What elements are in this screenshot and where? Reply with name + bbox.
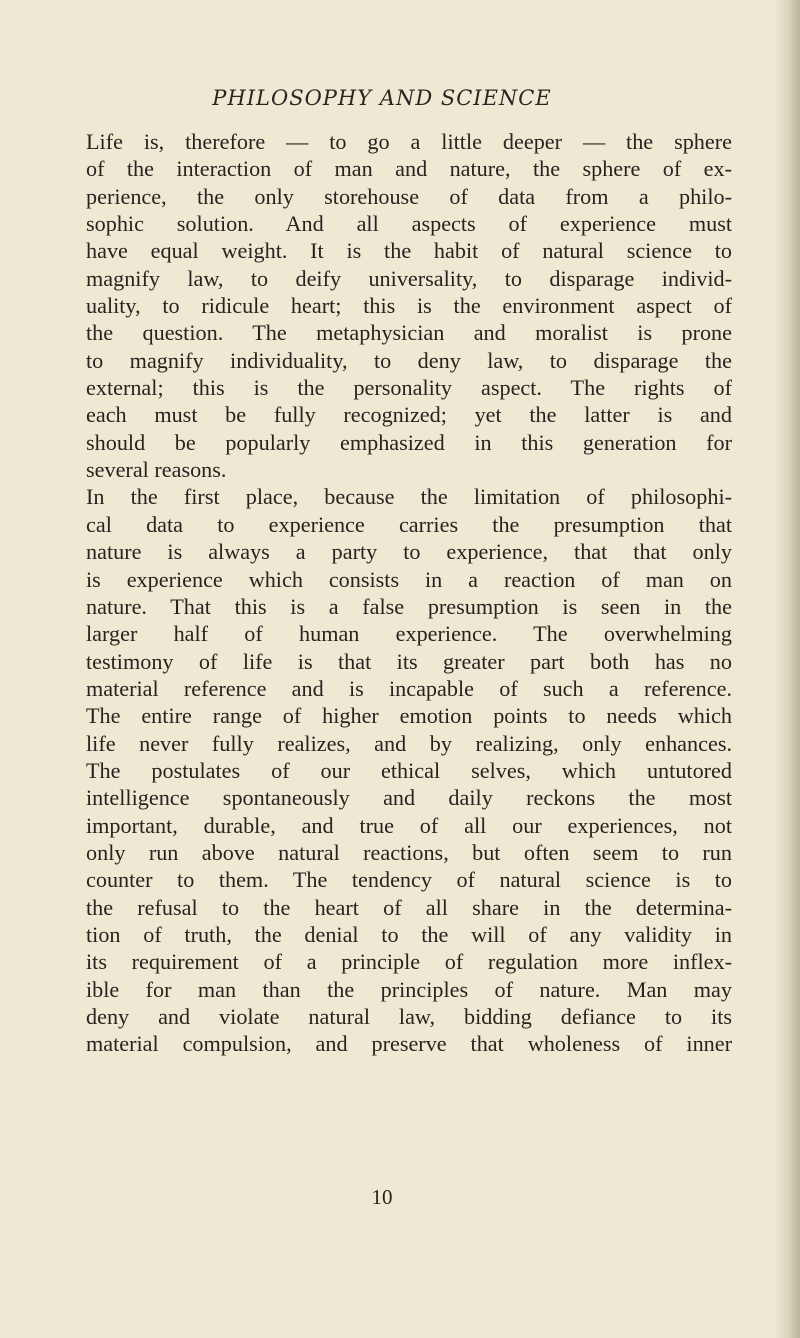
text-line: deny and violate natural law, bidding defiance to its (86, 1004, 732, 1029)
text-line: the refusal to the heart of all share in the determina- (86, 894, 732, 920)
text-line: material compulsion, and preserve that wholeness of inner (86, 1031, 732, 1057)
page-edge-shadow (774, 0, 800, 1338)
text-line: uality, to ridicule heart; this is the environment aspect of (86, 293, 732, 319)
text-line: have equal weight. It is the habit of natural science to (86, 238, 732, 264)
body-text (62, 128, 732, 1058)
text-line: life never fully realizes, and by realizing, only enhances. (86, 730, 732, 756)
text-line: larger half of human experience. The overwhelming (86, 621, 732, 647)
text-line: perience, the only storehouse of data from a philo- (86, 183, 732, 209)
text-line: tion of truth, the denial to the will of any validity in (86, 921, 732, 947)
text-line: to magnify individuality, to deny law, to disparage the (86, 347, 732, 373)
text-line: In the first place, because the limitation of philosophi- (86, 484, 732, 510)
text-line: external; this is the personality aspect. The rights of (86, 375, 732, 401)
text-line: intelligence spontaneously and daily reckons the most (86, 785, 732, 811)
text-line: its requirement of a principle of regulation more inflex- (86, 949, 732, 975)
page-number: 10 (371, 1185, 393, 1209)
text-line: is experience which consists in a reaction of man on (86, 566, 732, 592)
text-line: the question. The metaphysician and moralist is prone (86, 320, 732, 346)
text-line: testimony of life is that its greater part both has no (86, 648, 732, 674)
text-line: of the interaction of man and nature, the sphere of ex- (86, 156, 732, 182)
text-line: only run above natural reactions, but often seem to run (86, 839, 732, 865)
text-line: ible for man than the principles of nature. Man may (86, 976, 732, 1002)
text-line: sophic solution. And all aspects of experience must (86, 211, 732, 237)
running-head: PHILOSOPHY AND SCIENCE (212, 86, 552, 110)
text-line: counter to them. The tendency of natural science is to (86, 867, 732, 893)
text-line: magnify law, to deify universality, to disparage individ- (86, 265, 732, 291)
text-line: material reference and is incapable of such a reference. (86, 675, 732, 701)
text-line: should be popularly emphasized in this generation for (86, 429, 732, 455)
text-line: each must be fully recognized; yet the latter is and (86, 402, 732, 428)
text-line: The postulates of our ethical selves, which untutored (86, 757, 732, 783)
text-line: Life is, therefore — to go a little deeper — the sphere (86, 129, 732, 154)
text-line: The entire range of higher emotion points to needs which (86, 703, 732, 729)
paragraph-2 (62, 483, 732, 1057)
text-line: important, durable, and true of all our experiences, not (86, 812, 732, 838)
text-line: nature is always a party to experience, that that only (86, 539, 732, 565)
text-line: several reasons. (86, 457, 227, 483)
text-line: nature. That this is a false presumption is seen in the (86, 593, 732, 619)
paragraph-1 (62, 128, 732, 483)
text-line: cal data to experience carries the presumption that (86, 511, 732, 537)
